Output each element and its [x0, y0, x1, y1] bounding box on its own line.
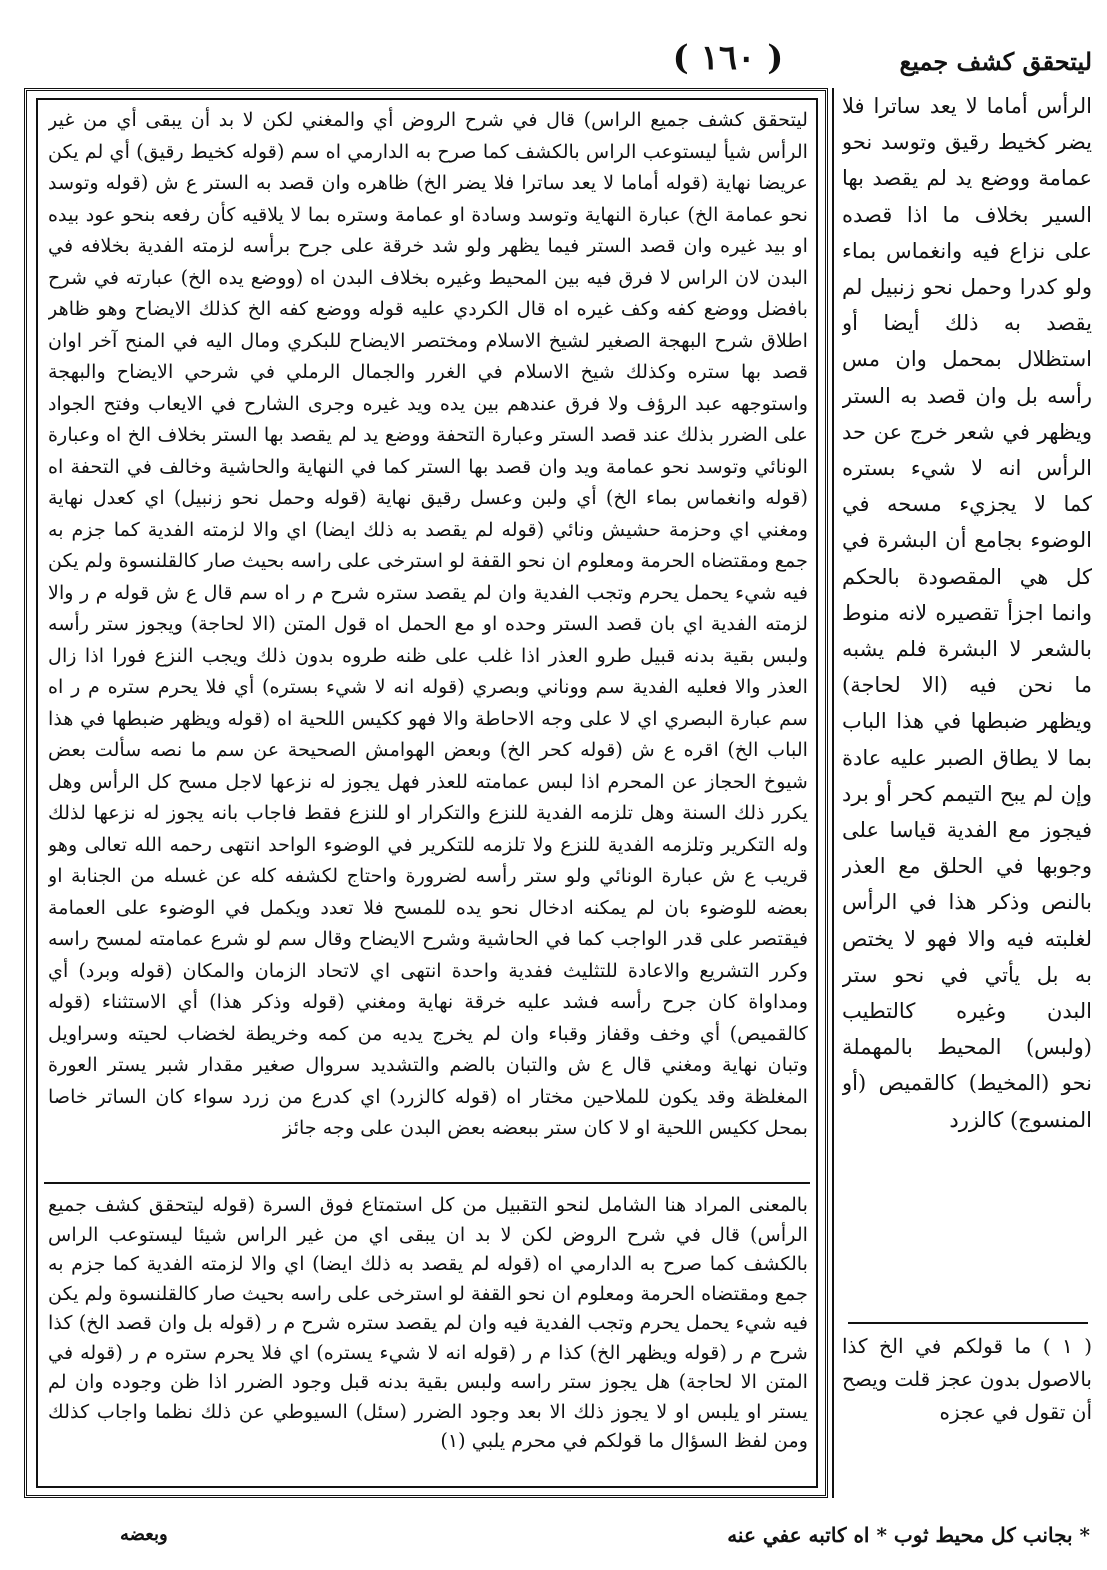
running-header: ليتحقق كشف جميع — [899, 47, 1092, 76]
commentary-separator — [44, 1182, 810, 1184]
page-number: ( ١٦٠ ) — [672, 38, 784, 78]
footnote-text: ( ١ ) ما قولكم في الخ كذا بالاصول بدون عجز قلت ويصح أن تقول في عجزه — [842, 1334, 1092, 1424]
secondary-commentary-text: بالمعنى المراد هنا الشامل لنحو التقبيل من كل استمتاع فوق السرة (قوله ليتحقق كشف جميع الرأس) قال في شرح الروض لكن لا بد ان يبقى اي من غير الراس شيئا ليستوعب الراس بالكشف كما صرح به الدارمي اه (قوله لم يقصد به ذلك ايضا) اي والا لزمته الفدية كما جزم به جمع ومقتضاه الحرمة ومعلوم ان نحو القفة لو استرخى على راسه بحيث صار كالقلنسوة ولم يكن فيه شيء يحمل يحرم وتجب الفدية فيه وان لم يقصد ستره شرح م ر (قوله بل وان قصد الخ) كذا شرح م ر (قوله ويظهر الخ) كذا م ر (قوله انه لا شيء يستره) اي فلا يحرم ستره م ر (قوله في المتن الا لحاجة) هل يجوز ستر راسه ولبس بقية بدنه قبل وجود الضرر اذا ظن وجوده وان لم يستر او يلبس او لا يجوز ذلك الا بعد وجود الضرر (سئل) السيوطي عن ذلك نظما واجاب كذلك ومن لفظ السؤال ما قولكم في محرم يلبي (١) — [48, 1193, 808, 1452]
side-separator — [848, 1322, 1088, 1324]
margin-divider — [832, 88, 835, 1498]
catchword: وبعضه — [120, 1524, 168, 1545]
footer-note: * بجانب كل محيط ثوب * اه كاتبه عفي عنه — [727, 1523, 1090, 1547]
commentary-text: ليتحقق كشف جميع الراس) قال في شرح الروض أي والمغني لكن لا بد أن يبقى أي من غير الرأس شيأ ليستوعب الراس بالكشف كما صرح به الدارمي اه سم (قوله كخيط رقيق) أي لم يكن عريضا نهاية (قوله أماما لا يعد ساترا فلا يضر الخ) ظاهره وان قصد به الستر ع ش (قوله وتوسد نحو عمامة الخ) عبارة النهاية وتوسد وسادة او عمامة وستره بما لا يلاقيه كأن رفعه بنحو عود بيده او بيد غيره وان قصد الستر فيما يظهر ولو شد خرقة على جرح برأسه لزمته الفدية بخلافه في البدن لان الراس لا فرق فيه بين المحيط وغيره بخلاف البدن اه (ووضع يده الخ) عبارته في شرح بافضل ووضع كفه وكف غيره اه قال الكردي عليه قوله ووضع كفه الخ كذلك الايضاح وهو ظاهر اطلاق شرح البهجة الصغير لشيخ الاسلام ومختصر الايضاح للبكري ومال اليه في المنح آخر اوان قصد بها ستره وكذلك شيخ الاسلام في الغرر والجمال الرملي في شرحي الايضاح والبهجة واستوجهه عبد الرؤف ولا فرق عندهم بين يده ويد غيره وجرى الشارح في الايعاب وفتح الجواد على الضرر بذلك عند قصد الستر وعبارة التحفة ووضع يد لم يقصد بها الستر بخلاف الخ اه وعبارة الونائي وتوسد نحو عمامة ويد وان قصد بها الستر كما في النهاية والحاشية وخالف في التحفة اه (قوله وانغماس بماء الخ) أي ولبن وعسل رقيق نهاية (قوله وحمل نحو زنبيل) اي كعدل نهاية ومغني اي وحزمة حشيش ونائي (قوله لم يقصد به ذلك ايضا) اي والا لزمته الفدية كما جزم به جمع ومقتضاه الحرمة ومعلوم ان نحو القفة لو استرخى على راسه بحيث صار كالقلنسوة ولم يكن فيه شيء يحمل يحرم وتجب الفدية وان لم يقصد ستره شرح م ر اه سم قال ع ش قوله م ر والا لزمته الفدية اي بان قصد الستر وحده او مع الحمل اه قول المتن (الا لحاجة) ويجوز ستر رأسه ولبس بقية بدنه قبيل طرو العذر اذا غلب على ظنه طروه بدون ذلك ويجب النزع فورا اذا زال العذر والا فعليه الفدية سم ووناني وبصري (قوله انه لا شيء بستره) أي فلا يحرم ستره م ر اه سم عبارة البصري اي لا على وجه الاحاطة والا فهو ككيس اللحية اه (قوله ويظهر ضبطها في هذا الباب الخ) اقره ع ش (قوله كحر الخ) وبعض الهوامش الصحيحة عن سم ما نصه سألت بعض شيوخ الحجاز عن المحرم اذا لبس عمامته للعذر فهل يجوز له نزعها لاجل مسح كل الرأس وهل يكرر ذلك السنة وهل تلزمه الفدية للنزع والتكرار او للنزع فقط فاجاب بانه يجوز له نزعها لذلك وله التكرير وتلزمه الفدية للنزع ولا تلزمه للتكرير في الوضوء الواحد انتهى رحمه الله تعالى وهو قريب ع ش عبارة الونائي ولو ستر رأسه لضرورة واحتاج لكشفه كله عن غسله من الجنابة او بعضه للوضوء بان لم يمكنه ادخال نحو يده للمسح فلا تعدد ويكمل في الوضوء على العمامة فيقتصر على قدر الواجب كما في الحاشية وشرح الايضاح وقال سم لو شرع عمامته لمسح راسه وكرر التشريع والاعادة للتثليث ففدية واحدة انتهى اي لاتحاد الزمان والمكان (قوله وبرد) أي ومداواة كان جرح رأسه فشد عليه خرقة نهاية ومغني (قوله وذكر هذا) أي الاستثناء (قوله كالقميص) أي وخف وقفاز وقباء وان لم يخرج يديه من كمه وخريطة لخضاب لحيته وسراويل وتبان نهاية ومغني قال ع ش والتبان بالضم والتشديد سروال صغير مقدار شبر يستر العورة المغلظة وقد يكون للملاحين مختار اه (قوله كالزرد) اي كدرع من زرد سواء كان الساتر خاصا بمحل ككيس اللحية او لا كان ستر ببعضه بعض البدن على وجه جائز — [48, 108, 808, 1139]
matn-text: الرأس أماما لا يعد ساترا فلا يضر كخيط رقيق وتوسد نحو عمامة ووضع يد لم يقصد بها السير بخلاف ما اذا قصده على نزاع فيه وانغماس بماء ولو كدرا وحمل نحو زنبيل لم يقصد به ذلك أيضا أو استظلال بمحمل وان مس رأسه بل وان قصد به الستر ويظهر في شعر خرج عن حد الرأس انه لا شيء بستره كما لا يجزيء مسحه في الوضوء بجامع أن البشرة في كل هي المقصودة بالحكم وانما اجزأ تقصيره لانه منوط بالشعر لا البشرة فلم يشبه ما نحن فيه (الا لحاجة) ويظهر ضبطها في هذا الباب بما لا يطاق الصبر عليه عادة وإن لم يبح التيمم كحر أو برد فيجوز مع الفدية قياسا على وجوبها في الحلق مع العذر بالنص وذكر هذا في الرأس لغلبته فيه والا فهو لا يختص به بل يأتي في نحو ستر البدن وغيره كالتطيب (ولبس) المحيط بالمهملة نحو (المخيط) كالقميص (أو المنسوج) كالزرد — [842, 94, 1092, 1132]
